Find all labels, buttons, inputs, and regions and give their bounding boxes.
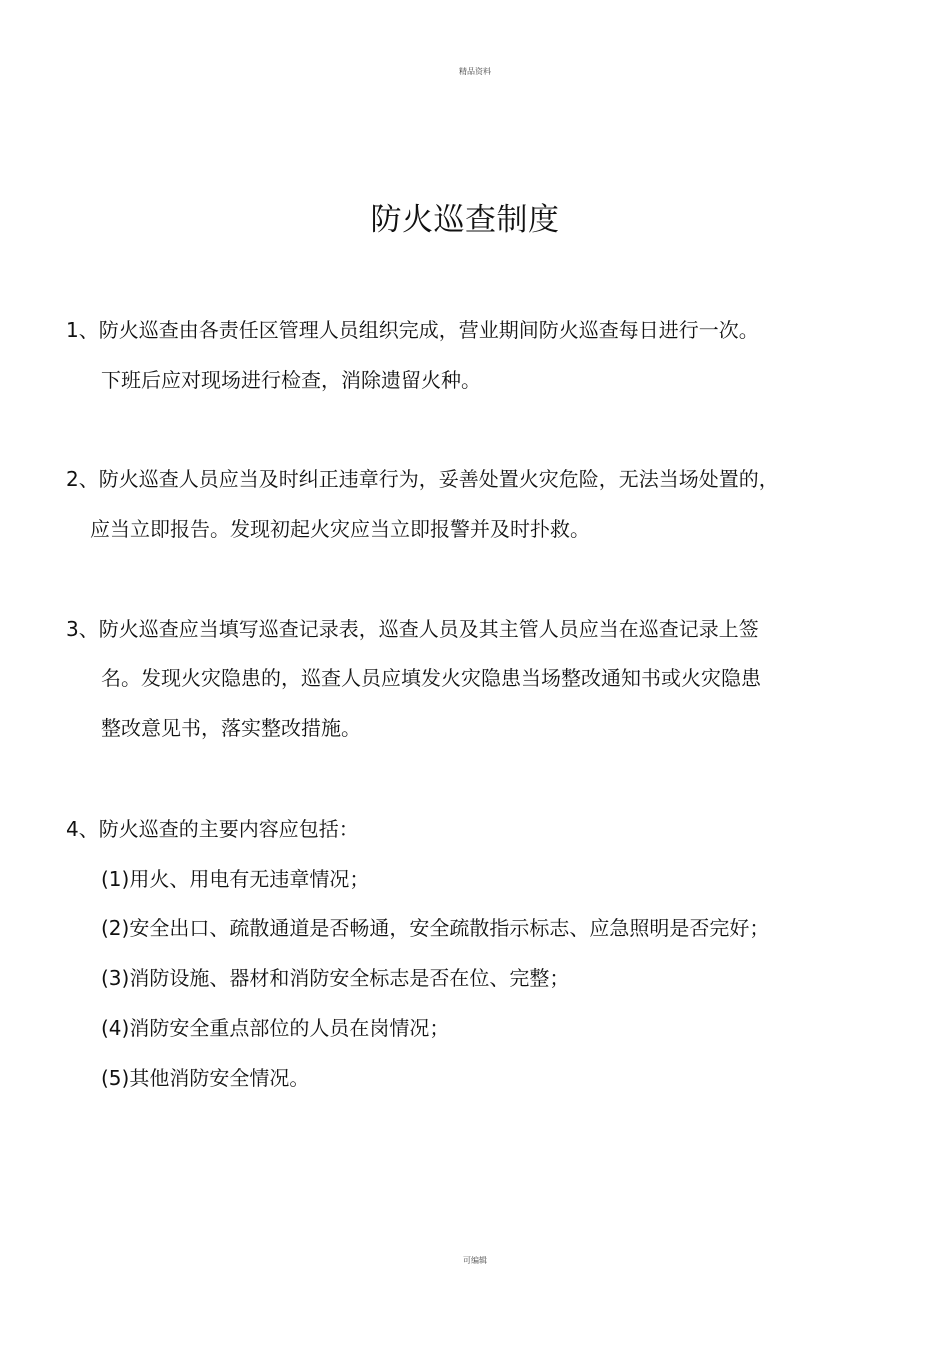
section-2-line-1: 2、防火巡查人员应当及时纠正违章行为，妥善处置火灾危险，无法当场处置的， xyxy=(66,467,779,491)
footer-note: 可编辑 xyxy=(463,1256,487,1265)
section-4-item-5: (5)其他消防安全情况。 xyxy=(101,1066,310,1090)
section-4-item-4: (4)消防安全重点部位的人员在岗情况； xyxy=(101,1016,450,1040)
section-1-line-2: 下班后应对现场进行检查，消除遗留火种。 xyxy=(101,368,481,392)
section-4-item-3: (3)消防设施、器材和消防安全标志是否在位、完整； xyxy=(101,966,570,990)
section-4-item-2: (2)安全出口、疏散通道是否畅通，安全疏散指示标志、应急照明是否完好； xyxy=(101,916,770,940)
section-3-line-3: 整改意见书，落实整改措施。 xyxy=(101,716,361,740)
page-title: 防火巡查制度 xyxy=(370,202,560,238)
section-3-line-1: 3、防火巡查应当填写巡查记录表，巡查人员及其主管人员应当在巡查记录上签 xyxy=(66,617,759,641)
section-2-line-2: 应当立即报告。发现初起火灾应当立即报警并及时扑救。 xyxy=(90,517,590,541)
section-3-line-2: 名。发现火灾隐患的，巡查人员应填发火灾隐患当场整改通知书或火灾隐患 xyxy=(101,666,761,690)
section-1-line-1: 1、防火巡查由各责任区管理人员组织完成，营业期间防火巡查每日进行一次。 xyxy=(66,318,759,342)
section-4-heading: 4、防火巡查的主要内容应包括： xyxy=(66,817,359,841)
section-4-item-1: (1)用火、用电有无违章情况； xyxy=(101,867,370,891)
header-note: 精品资料 xyxy=(459,67,491,76)
